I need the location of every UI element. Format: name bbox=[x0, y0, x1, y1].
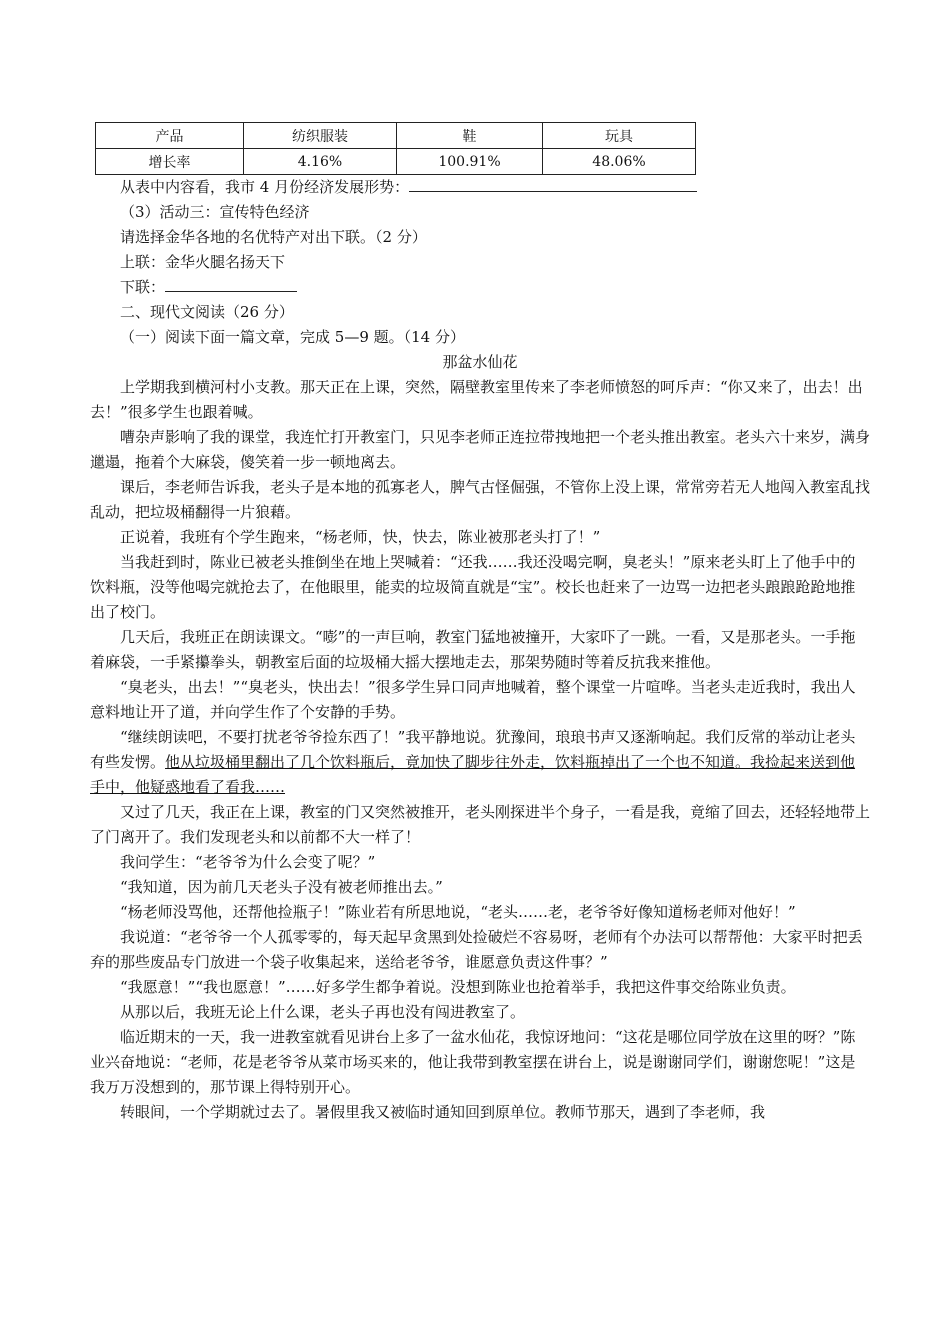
article-paragraph: 嘈杂声影响了我的课堂，我连忙打开教室门，只见李老师正连拉带拽地把一个老头推出教室。老头六十来岁，满身邋遢，拖着个大麻袋，傻笑着一步一顿地离去。 bbox=[90, 428, 871, 471]
document-page bbox=[90, 122, 870, 1125]
article-paragraph: 当我赶到时，陈业已被老头推倒坐在地上哭喊着：“还我……我还没喝完啊，臭老头！”原来老头盯上了他手中的饮料瓶，没等他喝完就抢去了，在他眼里，能卖的垃圾简直就是“宝”。校长也赶来了一边骂一边把老头踉踉跄跄地推出了校门。 bbox=[90, 553, 856, 621]
article-paragraph: “杨老师没骂他，还帮他捡瓶子！”陈业若有所思地说，“老头……老，老爷爷好像知道杨老师对他好！” bbox=[120, 903, 796, 921]
activity-heading: （3）活动三：宣传特色经济 bbox=[120, 203, 310, 221]
table-cell: 48.06% bbox=[543, 149, 696, 175]
underlined-sentence: 他从垃圾桶里翻出了几个饮料瓶后，竟加快了脚步往外走，饮料瓶掉出了一个也不知道。我捡起来送到他手中，他疑惑地看了看我…… bbox=[90, 753, 856, 796]
paragraph-text: “继续朗读吧，不要打扰老爷爷捡东西了！”我平静地说。犹豫间，琅琅书声又逐渐响起。我们反常的举动让老头有些发愣。 bbox=[90, 728, 856, 771]
article-paragraph: 上学期我到横河村小支教。那天正在上课，突然，隔壁教室里传来了李老师愤怒的呵斥声：“你又来了，出去！出去！”很多学生也跟着喊。 bbox=[90, 378, 863, 421]
table-header-cell: 产品 bbox=[96, 123, 244, 149]
article-paragraph: 几天后，我班正在朗读课文。“嘭”的一声巨响，教室门猛地被撞开，大家吓了一跳。一看，又是那老头。一手拖着麻袋，一手紧攥拳头，朝教室后面的垃圾桶大摇大摆地走去，那架势随时等着反抗我来推他。 bbox=[90, 628, 856, 671]
table-cell: 增长率 bbox=[96, 149, 244, 175]
article-paragraph bbox=[90, 725, 870, 800]
part-heading: （一）阅读下面一篇文章，完成 5—9 题。（14 分） bbox=[120, 328, 465, 346]
article-paragraph: 我说道：“老爷爷一个人孤零零的，每天起早贪黑到处捡破烂不容易呀，老师有个办法可以帮帮他：大家平时把丢弃的那些废品专门放进一个袋子收集起来，送给老爷爷，谁愿意负责这件事？” bbox=[90, 928, 863, 971]
article-paragraph: “我知道，因为前几天老头子没有被老师推出去。” bbox=[120, 878, 443, 896]
article-paragraph: 正说着，我班有个学生跑来，“杨老师，快，快去，陈业被那老头打了！” bbox=[120, 528, 601, 546]
answer-blank[interactable] bbox=[165, 275, 297, 292]
article-paragraph: 临近期末的一天，我一进教室就看见讲台上多了一盆水仙花，我惊讶地问：“这花是哪位同学放在这里的呀？”陈业兴奋地说：“老师，花是老爷爷从菜市场买来的，他让我带到教室摆在讲台上，说是谢谢同学们，谢谢您呢！”这是我万万没想到的，那节课上得特别开心。 bbox=[90, 1028, 856, 1096]
article-paragraph: 从那以后，我班无论上什么课，老头子再也没有闯进教室了。 bbox=[120, 1003, 526, 1021]
growth-rate-table bbox=[95, 122, 696, 175]
table-header-cell: 纺织服装 bbox=[244, 123, 397, 149]
article-title: 那盆水仙花 bbox=[442, 353, 518, 371]
instruction-text: 请选择金华各地的名优特产对出下联。（2 分） bbox=[120, 228, 427, 246]
article-paragraph: 转眼间，一个学期就过去了。暑假里我又被临时通知回到原单位。教师节那天，遇到了李老师，我 bbox=[120, 1103, 766, 1121]
table-cell: 100.91% bbox=[397, 149, 543, 175]
section-heading: 二、现代文阅读（26 分） bbox=[120, 303, 294, 321]
table-header-cell: 鞋 bbox=[397, 123, 543, 149]
lower-couplet-line bbox=[90, 275, 870, 300]
article-paragraph: “我愿意！”“我也愿意！”……好多学生都争着说。没想到陈业也抢着举手，我把这件事交给陈业负责。 bbox=[120, 978, 796, 996]
article-paragraph: 课后，李老师告诉我，老头子是本地的孤寡老人，脾气古怪倔强，不管你上没上课，常常旁若无人地闯入教室乱找乱动，把垃圾桶翻得一片狼藉。 bbox=[90, 478, 871, 521]
table-row bbox=[96, 149, 696, 175]
article-paragraph: 又过了几天，我正在上课，教室的门又突然被推开，老头刚探进半个身子，一看是我，竟缩了回去，还轻轻地带上了门离开了。我们发现老头和以前都不大一样了！ bbox=[90, 803, 871, 846]
answer-blank[interactable] bbox=[409, 175, 697, 192]
question-text: 从表中内容看，我市 4 月份经济发展形势： bbox=[120, 178, 410, 196]
question-line bbox=[90, 175, 870, 200]
article-paragraph: “臭老头，出去！”“臭老头，快出去！”很多学生异口同声地喊着，整个课堂一片喧哗。当老头走近我时，我出人意料地让开了道，并向学生作了个安静的手势。 bbox=[90, 678, 856, 721]
table-cell: 4.16% bbox=[244, 149, 397, 175]
table-header-row bbox=[96, 123, 696, 149]
lower-couplet-label: 下联： bbox=[120, 278, 166, 296]
article-paragraph: 我问学生：“老爷爷为什么会变了呢？” bbox=[120, 853, 376, 871]
table-header-cell: 玩具 bbox=[543, 123, 696, 149]
upper-couplet: 上联：金华火腿名扬天下 bbox=[120, 253, 286, 271]
